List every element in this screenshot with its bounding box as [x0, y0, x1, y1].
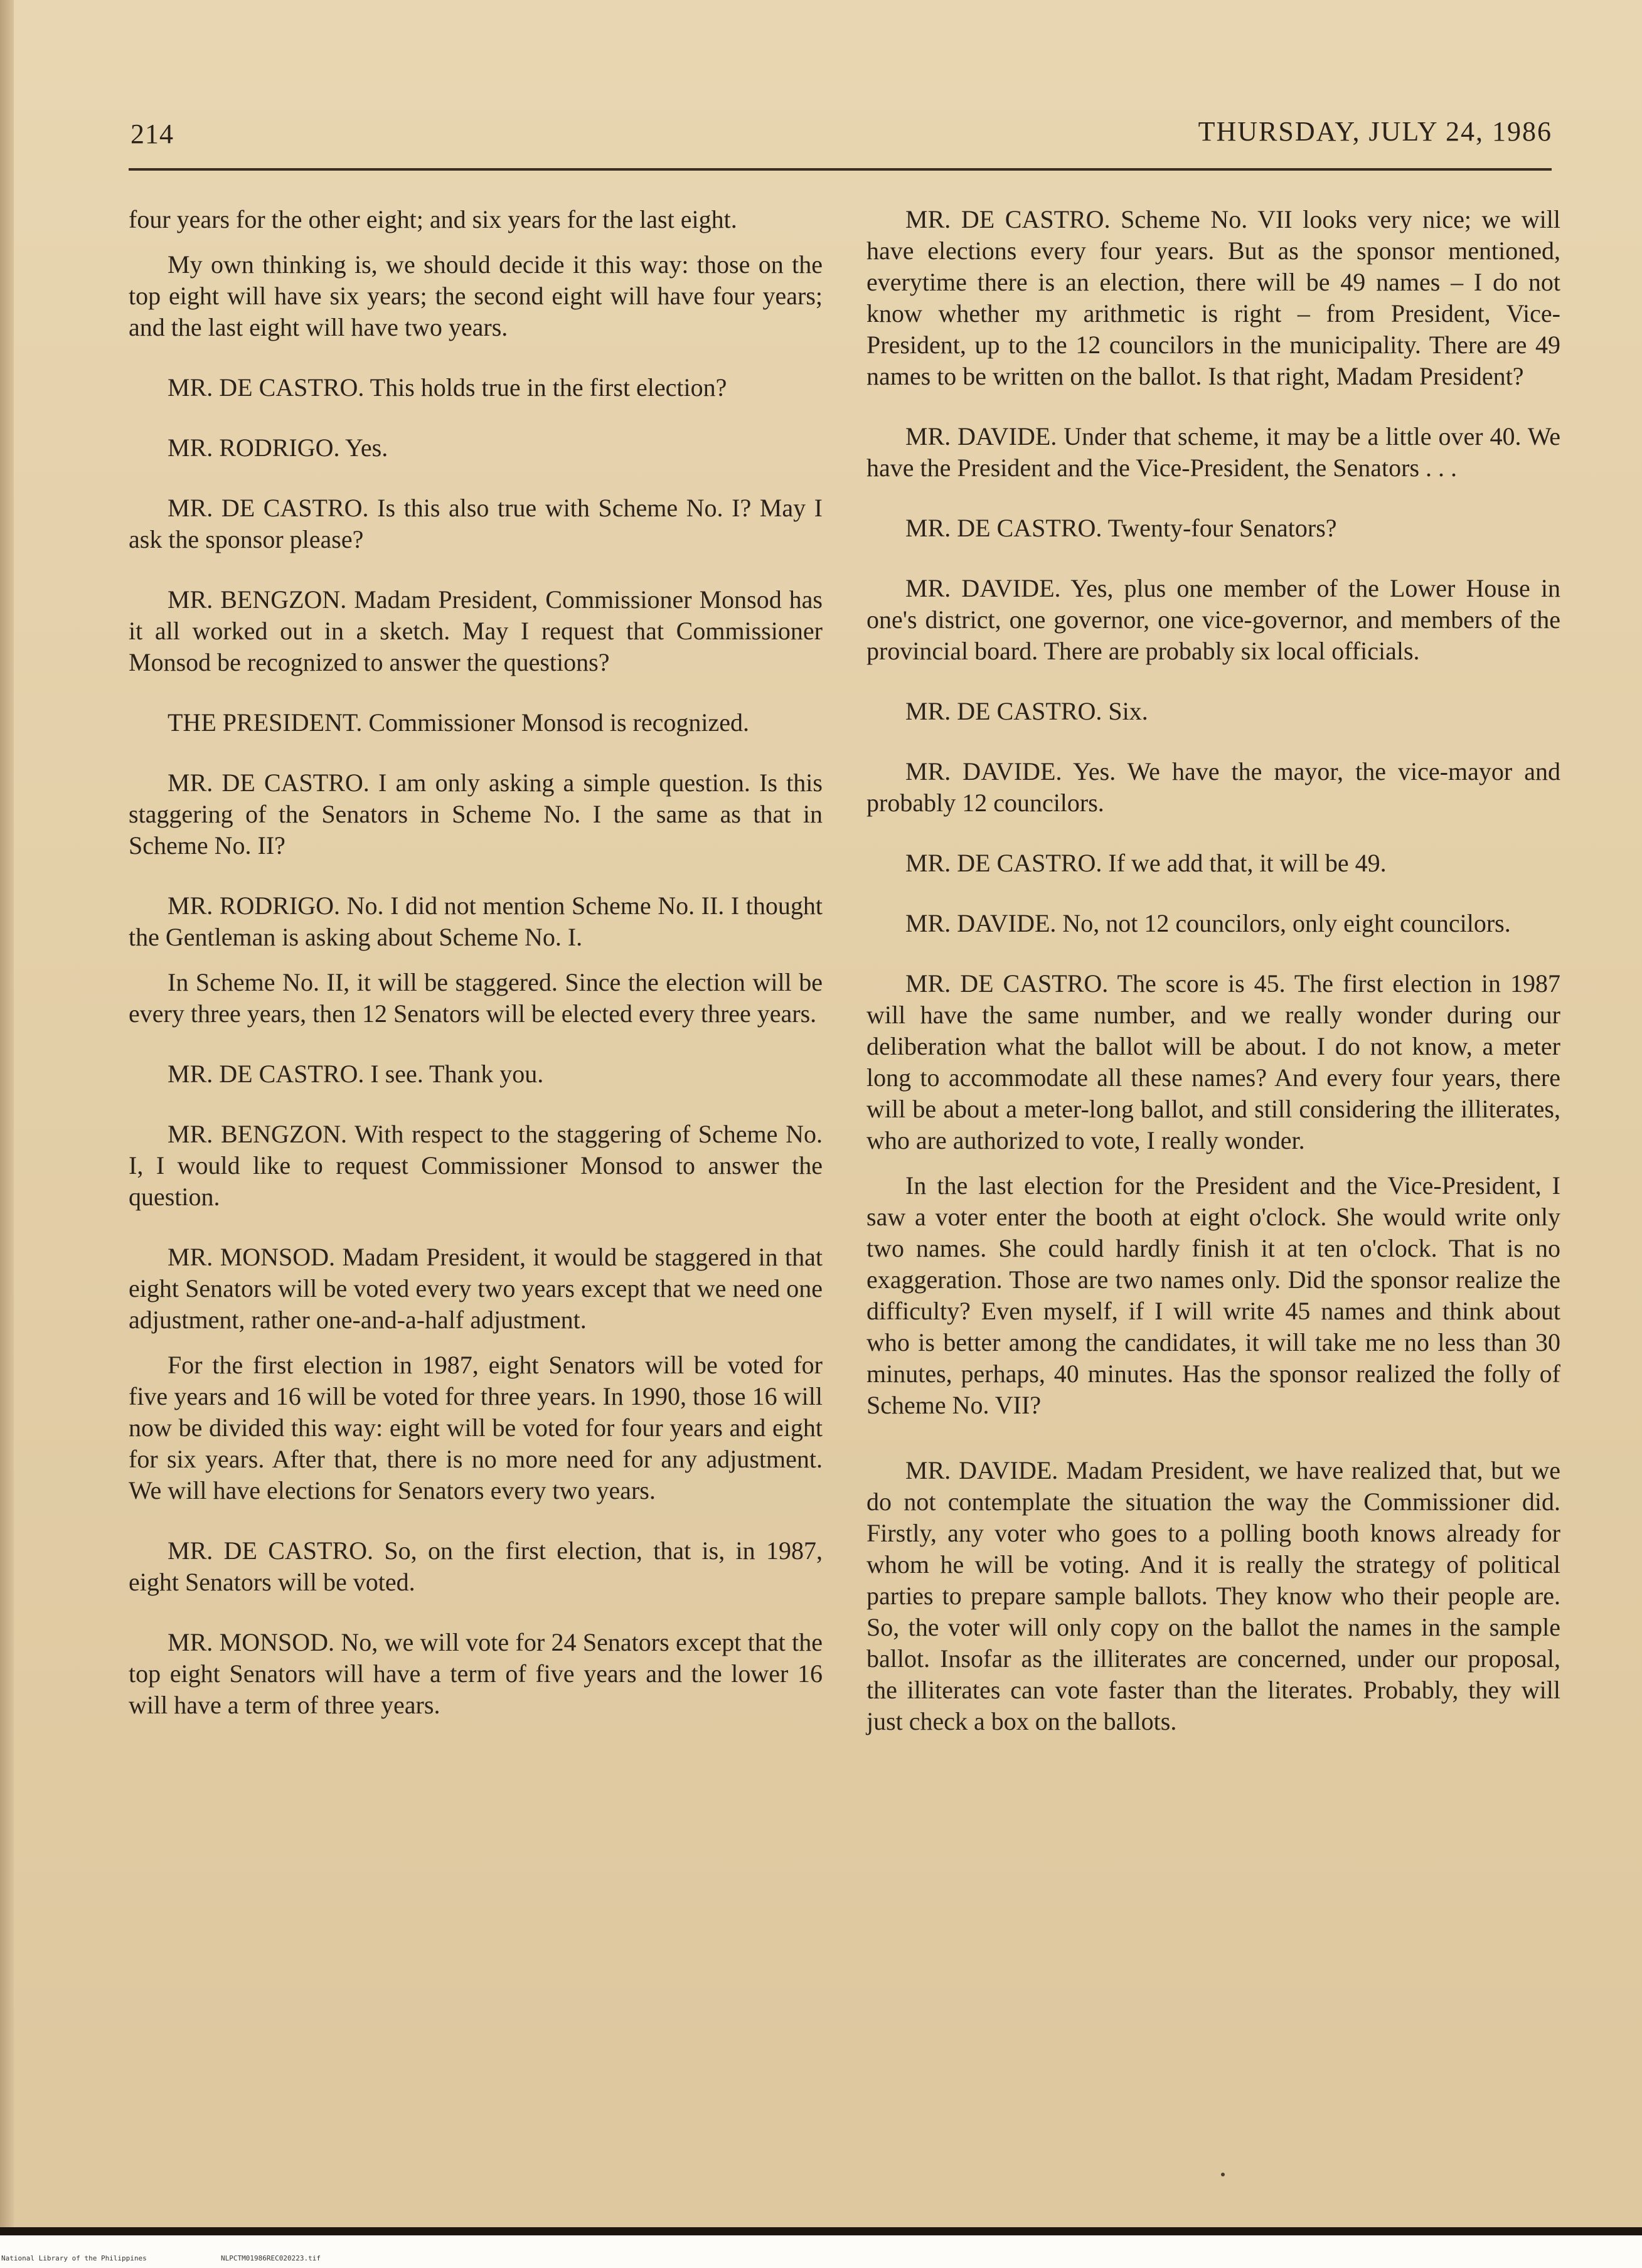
left-column	[129, 204, 823, 1721]
right-column	[866, 204, 1560, 1737]
paragraph: MR. RODRIGO. No. I did not mention Scheme No. II. I thought the Gentleman is asking about Scheme No. I.	[129, 892, 823, 951]
scan-footer-band	[0, 2235, 1642, 2268]
page-header	[131, 110, 1552, 161]
paragraph: four years for the other eight; and six years for the last eight.	[129, 205, 737, 233]
paragraph: MR. BENGZON. Madam President, Commissioner Monsod has it all worked out in a sketch. May I request that Commissioner Monsod be recognized to answer the questions?	[129, 585, 823, 676]
paragraph: MR. DE CASTRO. This holds true in the first election?	[168, 373, 727, 402]
header-rule	[129, 168, 1552, 171]
paragraph: MR. DAVIDE. Madam President, we have realized that, but we do not contemplate the situation the way the Commissioner did. Firstly, any voter who goes to a polling booth knows already for whom he will be voting. And it is really the strategy of political parties to prepare sample ballots. They know who their people are. So, the voter will only copy on the ballot the names in the sample ballot. Insofar as the illiterates are concerned, under our proposal, the illiterates can vote faster than the literates. Probably, they will just check a box on the ballots.	[866, 1456, 1560, 1735]
page-edge-shadow	[0, 0, 14, 2233]
paragraph: MR. MONSOD. Madam President, it would be staggered in that eight Senators will be voted every two years except that we need one adjustment, rather one-and-a-half adjustment.	[129, 1243, 823, 1334]
page-date: THURSDAY, JULY 24, 1986	[1198, 116, 1552, 147]
paragraph: MR. DE CASTRO. Scheme No. VII looks very nice; we will have elections every four years. But as the sponsor mentioned, everytime there is an election, there will be 49 names – I do not know whether my arithmetic is right – from President, Vice-President, up to the 12 councilors in the municipality. There are 49 names to be written on the ballot. Is that right, Madam President?	[866, 205, 1560, 390]
paragraph: MR. DE CASTRO. If we add that, it will be 49.	[905, 849, 1387, 877]
paragraph: MR. DE CASTRO. Is this also true with Scheme No. I? May I ask the sponsor please?	[129, 494, 823, 553]
paragraph: In Scheme No. II, it will be staggered. Since the election will be every three years, then 12 Senators will be elected every three years.	[129, 968, 823, 1028]
paragraph: MR. MONSOD. No, we will vote for 24 Senators except that the top eight Senators will have a term of five years and the lower 16 will have a term of three years.	[129, 1628, 823, 1719]
paragraph: In the last election for the President and the Vice-President, I saw a voter enter the booth at eight o'clock. She would write only two names. She could hardly finish it at ten o'clock. That is no exaggeration. Those are two names only. Did the sponsor realize the difficulty? Even myself, if I will write 45 names and think about who is better among the candidates, it will take me no less than 30 minutes, perhaps, 40 minutes. Has the sponsor realized the folly of Scheme No. VII?	[866, 1171, 1560, 1419]
paragraph: THE PRESIDENT. Commissioner Monsod is recognized.	[168, 708, 749, 737]
paragraph: MR. DE CASTRO. I see. Thank you.	[168, 1060, 544, 1088]
scan-source-label: National Library of the Philippines	[1, 2254, 147, 2262]
paragraph: MR. DE CASTRO. I am only asking a simple question. Is this staggering of the Senators in Scheme No. I the same as that in Scheme No. II?	[129, 769, 823, 860]
paragraph: MR. RODRIGO. Yes.	[168, 434, 388, 462]
paragraph: MR. DAVIDE. Under that scheme, it may be a little over 40. We have the President and the Vice-President, the Senators . . .	[866, 422, 1560, 482]
paragraph: MR. DE CASTRO. So, on the first election, that is, in 1987, eight Senators will be voted.	[129, 1536, 823, 1596]
paragraph: For the first election in 1987, eight Senators will be voted for five years and 16 will be voted for three years. In 1990, those 16 will now be divided this way: eight will be voted for four years and eight for six years. After that, there is no more need for any adjustment. We will have elections for Senators every two years.	[129, 1351, 823, 1504]
paragraph: MR. DE CASTRO. Six.	[905, 697, 1148, 725]
paragraph: My own thinking is, we should decide it this way: those on the top eight will have six years; the second eight will have four years; and the last eight will have two years.	[129, 250, 823, 341]
scan-file-label: NLPCTM01986REC020223.tif	[221, 2254, 321, 2262]
page-number: 214	[131, 119, 174, 149]
paragraph: MR. DE CASTRO. Twenty-four Senators?	[905, 514, 1337, 542]
paragraph: MR. DAVIDE. Yes. We have the mayor, the vice-mayor and probably 12 councilors.	[866, 757, 1560, 817]
paragraph: MR. DE CASTRO. The score is 45. The first election in 1987 will have the same number, and we really wonder during our deliberation what the ballot will be about. I do not know, a meter long to accommodate all these names? And every four years, there will be about a meter-long ballot, and still considering the illiterates, who are authorized to vote, I really wonder.	[866, 969, 1560, 1154]
paragraph: MR. DAVIDE. No, not 12 councilors, only eight councilors.	[905, 909, 1511, 937]
ink-speck	[1221, 2173, 1225, 2176]
paragraph: MR. BENGZON. With respect to the staggering of Scheme No. I, I would like to request Commissioner Monsod to answer the question.	[129, 1120, 823, 1211]
paragraph: MR. DAVIDE. Yes, plus one member of the Lower House in one's district, one governor, one vice-governor, and members of the provincial board. There are probably six local officials.	[866, 574, 1560, 665]
